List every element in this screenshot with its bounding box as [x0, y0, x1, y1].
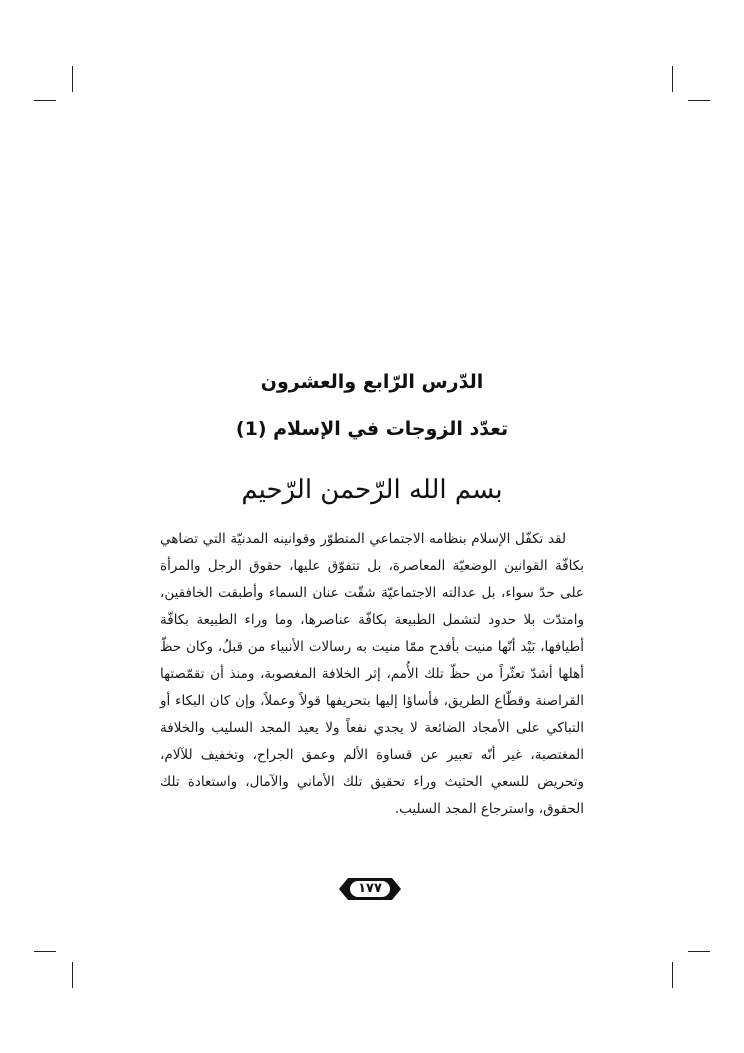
crop-mark-top-left-vertical	[72, 66, 73, 92]
lesson-heading: الدّرس الرّابع والعشرون	[260, 371, 484, 393]
crop-mark-top-right-vertical	[672, 66, 673, 92]
crop-mark-bottom-right-vertical	[672, 962, 673, 988]
crop-mark-top-left-horizontal	[34, 100, 56, 101]
paragraph: لقد تكفّل الإسلام بنظامه الاجتماعي المتطوّر وقوانينه المدنيّة التي تضاهي بكافّة القوانين الوضعيّة المعاصرة، بل تتفوّق عليها، حقوق الرجل والمرأة على حدّ سواء، بل عدالته الاجتماعيّة شقّت عنان السماء وأطبقت الخافقين، وامتدّت بلا حدود لتشمل الطبيعة بكافّة عناصرها، وما وراء الطبيعة بكافّة أطيافها، بَيْد أنّها منيت بأفدح ممّا منيت به رسالات الأنبياء من قبلُ، وكان حظّ أهلها أشدّ تعثّراً من حظّ تلك الأُمم، إثر الخلافة المغصوبة، ومنذ أن تقمّصتها القراصنة وقطّاع الطريق، فأساؤا إليها بتحريفها قولاً وعملاً، وإن كان البكاء أو التباكي على الأمجاد الضائعة لا يجدي نفعاً ولا يعيد المجد السليب والخلافة المغتصبة، غير أنّه تعبير عن قساوة الألم وعمق الجراح، وتخفيف للآلام، وتحريض للسعي الحثيث وراء تحقيق تلك الأماني والآمال، واستعادة تلك الحقوق، واسترجاع المجد السليب.	[160, 531, 584, 817]
lesson-title: تعدّد الزوجات في الإسلام (1)	[235, 418, 509, 440]
crop-mark-bottom-left-vertical	[72, 962, 73, 988]
page-number: ١٧٧	[358, 881, 382, 896]
crop-mark-bottom-left-horizontal	[34, 951, 56, 952]
crop-mark-bottom-right-horizontal	[688, 951, 710, 952]
page-number-badge	[337, 876, 403, 902]
body-text	[160, 526, 584, 823]
basmala-calligraphy: بسم الله الرّحمن الرّحيم	[241, 475, 503, 505]
crop-mark-top-right-horizontal	[688, 100, 710, 101]
